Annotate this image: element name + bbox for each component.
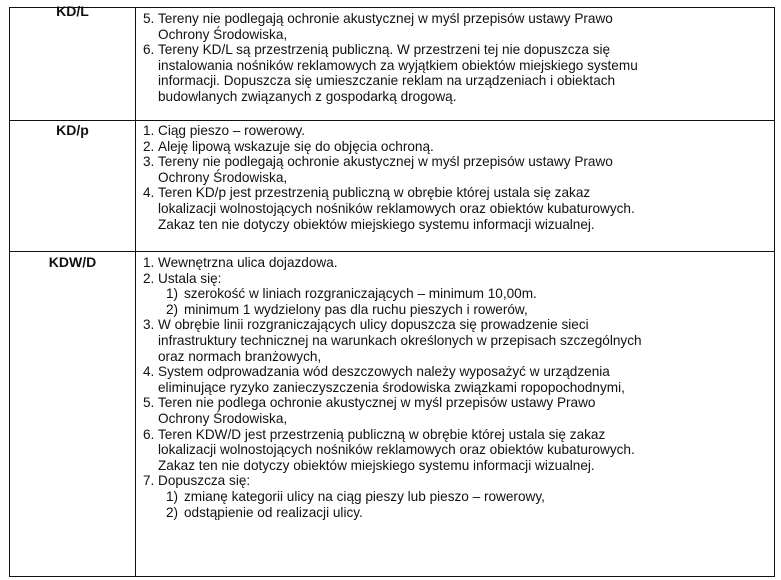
item-line: Ochrony Środowiska, bbox=[158, 410, 288, 426]
item-line: Ochrony Środowiska, bbox=[158, 169, 288, 185]
item-line: Wewnętrzna ulica dojazdowa. bbox=[158, 255, 338, 270]
table-row-kdl bbox=[9, 3, 775, 121]
item-number: 1. bbox=[143, 123, 155, 138]
list-item bbox=[141, 255, 770, 271]
item-line: oraz normach branżowych, bbox=[158, 348, 322, 364]
item-number: 3. bbox=[143, 154, 155, 170]
item-number: 1. bbox=[143, 255, 155, 270]
item-line: Teren KDW/D jest przestrzenią publiczną w obrębie której ustala się zakaz bbox=[158, 426, 606, 442]
list-item bbox=[141, 395, 770, 426]
list-item bbox=[141, 473, 770, 489]
sub-item bbox=[141, 489, 770, 505]
row-key bbox=[10, 120, 136, 251]
row-key-label: KD/L bbox=[56, 3, 89, 19]
row-key bbox=[10, 3, 136, 120]
item-line: Tereny nie podlegają ochronie akustycznej w myśl przepisów ustawy Prawo bbox=[158, 154, 613, 170]
sub-item-number: 2) bbox=[166, 301, 179, 317]
item-line: budowlanych związanych z gospodarką drogową. bbox=[158, 88, 457, 104]
list-item bbox=[141, 139, 770, 155]
list-item bbox=[141, 42, 770, 104]
table-row-kdwd bbox=[9, 252, 775, 577]
list-item bbox=[141, 185, 770, 232]
item-line: eliminujące ryzyko zanieczyszczenia środowiska związkami ropopochodnymi, bbox=[158, 379, 625, 395]
item-number: 7. bbox=[143, 473, 155, 489]
item-number: 4. bbox=[143, 364, 155, 380]
sub-item bbox=[141, 302, 770, 318]
item-line: Teren nie podlega ochronie akustycznej w myśl przepisów ustawy Prawo bbox=[158, 395, 596, 411]
item-line: Teren KD/p jest przestrzenią publiczną w obrębie której ustala się zakaz bbox=[158, 185, 591, 201]
sub-item bbox=[141, 505, 770, 521]
row-body bbox=[141, 255, 770, 520]
row-body bbox=[141, 11, 770, 105]
item-line: Ustala się: bbox=[158, 270, 222, 286]
item-line: Dopuszcza się: bbox=[158, 473, 251, 489]
table-row-kdp bbox=[9, 120, 775, 252]
regulations-table bbox=[9, 0, 775, 577]
list-item bbox=[141, 271, 770, 287]
item-number: 6. bbox=[143, 42, 155, 58]
item-line: Ciąg pieszo – rowerowy. bbox=[158, 123, 306, 138]
item-number: 3. bbox=[143, 317, 155, 333]
sub-item-number: 1) bbox=[166, 488, 179, 504]
item-line: Aleję lipową wskazuje się do objęcia ochroną. bbox=[158, 138, 434, 154]
sub-item-number: 1) bbox=[166, 286, 179, 302]
sub-item-text: odstąpienie od realizacji ulicy. bbox=[184, 504, 363, 520]
row-key-label: KD/p bbox=[56, 122, 89, 138]
item-line: Zakaz ten nie dotyczy obiektów miejskiego systemu informacji wizualnej. bbox=[158, 457, 595, 473]
item-line: lokalizacji wolnostojących nośników reklamowych oraz obiektów kubaturowych. bbox=[158, 200, 635, 216]
row-key-label: KDW/D bbox=[48, 254, 97, 270]
sub-item bbox=[141, 286, 770, 302]
row-key bbox=[10, 252, 136, 576]
item-number: 5. bbox=[143, 11, 155, 26]
list-item bbox=[141, 427, 770, 474]
sub-item-text: minimum 1 wydzielony pas dla ruchu pieszych i rowerów, bbox=[184, 301, 528, 317]
item-line: Ochrony Środowiska, bbox=[158, 26, 288, 42]
item-line: informacji. Dopuszcza się umieszczanie reklam na urządzeniach i obiektach bbox=[158, 73, 616, 89]
sub-item-number: 2) bbox=[166, 504, 179, 520]
item-line: infrastruktury technicznej na warunkach określonych w przepisach szczególnych bbox=[158, 332, 642, 348]
item-number: 5. bbox=[143, 395, 155, 411]
sub-item-text: szerokość w liniach rozgraniczających – minimum 10,00m. bbox=[184, 286, 537, 302]
item-line: System odprowadzania wód deszczowych należy wyposażyć w urządzenia bbox=[158, 364, 610, 380]
sub-item-text: zmianę kategorii ulicy na ciąg pieszy lub pieszo – rowerowy, bbox=[184, 488, 545, 504]
item-line: lokalizacji wolnostojących nośników reklamowych oraz obiektów kubaturowych. bbox=[158, 442, 635, 458]
row-body bbox=[141, 123, 770, 232]
item-number: 2. bbox=[143, 138, 155, 154]
item-line: Tereny KD/L są przestrzenią publiczną. W przestrzeni tej nie dopuszcza się bbox=[158, 42, 611, 58]
list-item bbox=[141, 364, 770, 395]
list-item bbox=[141, 154, 770, 185]
item-line: Tereny nie podlegają ochronie akustycznej w myśl przepisów ustawy Prawo bbox=[158, 11, 613, 26]
item-number: 4. bbox=[143, 185, 155, 201]
list-item bbox=[141, 11, 770, 42]
item-line: instalowania nośników reklamowych za wyjątkiem obiektów miejskiego systemu bbox=[158, 57, 638, 73]
list-item bbox=[141, 123, 770, 139]
list-item bbox=[141, 317, 770, 364]
item-line: Zakaz ten nie dotyczy obiektów miejskiego systemu informacji wizualnej. bbox=[158, 216, 595, 232]
item-number: 2. bbox=[143, 270, 155, 286]
item-line: W obrębie linii rozgraniczających ulicy dopuszcza się prowadzenie sieci bbox=[158, 317, 589, 333]
item-number: 6. bbox=[143, 426, 155, 442]
